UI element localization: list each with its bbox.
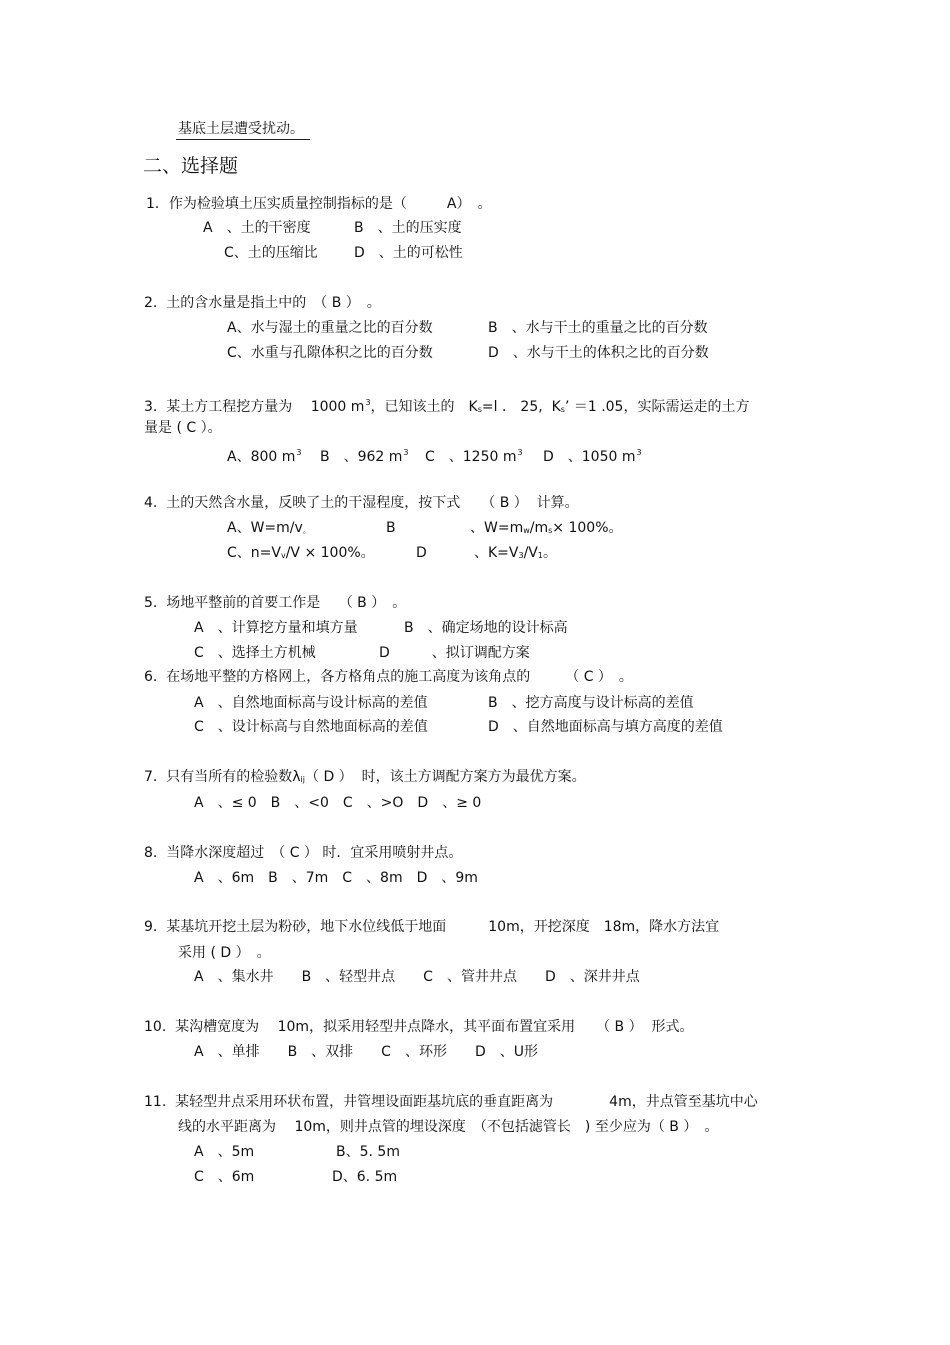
question-7-options: A 、≤ 0 B 、<0 C 、>O D 、≥ 0 xyxy=(194,795,482,811)
question-2-option-b: B 、水与干土的重量之比的百分数 xyxy=(488,320,708,336)
question-11-option-c: C 、6m xyxy=(194,1169,255,1185)
question-3-option-c: C 、1250 $m^3$ xyxy=(425,448,523,465)
question-4-option-d-letter: D xyxy=(416,545,427,561)
question-2-stem: 2. 土的含水量是指土中的 （ B ） 。 xyxy=(144,295,381,311)
question-5-option-c: C 、选择土方机械 xyxy=(194,645,316,661)
question-6-option-a: A 、自然地面标高与设计标高的差值 xyxy=(194,695,428,711)
question-9-stem: 9. 某基坑开挖土层为粉砂，地下水位线低于地面 10m，开挖深度 18m，降水方法宜 xyxy=(144,919,720,935)
question-6-option-d: D 、自然地面标高与填方高度的差值 xyxy=(488,719,723,735)
question-2-option-c: C、水重与孔隙体积之比的百分数 xyxy=(227,345,433,361)
question-11-stem: 11. 某轻型井点采用环状布置，井管埋设面距基坑底的垂直距离为 4m，井点管至基坑中心 xyxy=(144,1094,758,1110)
question-3-stem: 3. 某土方工程挖方量为 1000 $m^3$，已知该土的 $K_s=l$ ． 25, $K_s$’ ＝1 .05，实际需运走的土方 xyxy=(144,398,750,415)
question-4-option-b-letter: B xyxy=(386,520,396,536)
question-3-option-b: B 、962 $m^3$ xyxy=(320,448,409,465)
top-text-underline xyxy=(176,139,310,140)
question-9-options: A 、集水井 B 、轻型井点 C 、管井井点 D 、深井井点 xyxy=(194,969,640,985)
question-1-option-d: D 、土的可松性 xyxy=(354,245,463,261)
question-2-option-a: A、水与湿土的重量之比的百分数 xyxy=(227,320,433,336)
question-5-option-a: A 、计算挖方量和填方量 xyxy=(194,620,358,636)
question-7-stem: 7. 只有当所有的检验数$\lambda_{ij}$（ D ） 时，该土方调配方案方为最优方案。 xyxy=(144,769,586,785)
question-9-stem-line2: 采用 ( D ） 。 xyxy=(178,945,271,961)
question-10-stem: 10. 某沟槽宽度为 10m，拟采用轻型井点降水，其平面布置宜采用 （ B ） 形式。 xyxy=(144,1019,694,1035)
question-6-option-b: B 、挖方高度与设计标高的差值 xyxy=(488,695,694,711)
question-8-options: A 、6m B 、7m C 、8m D 、9m xyxy=(194,870,478,886)
question-6-option-c: C 、设计标高与自然地面标高的差值 xyxy=(194,719,428,735)
section-title: 二、选择题 xyxy=(143,155,239,177)
question-1-option-a: A 、土的干密度 xyxy=(203,220,311,236)
question-11-option-b: B、5. 5m xyxy=(336,1144,400,1160)
question-3-stem-line2: 量是 ( C ）。 xyxy=(144,420,222,436)
question-4-option-a: A、$W=m/v_。$ xyxy=(227,520,311,536)
question-2-option-d: D 、水与干土的体积之比的百分数 xyxy=(488,345,709,361)
question-10-options: A 、单排 B 、双排 C 、环形 D 、U形 xyxy=(194,1044,538,1060)
question-4-stem: 4. 土的天然含水量，反映了土的干湿程度，按下式 （ B ） 计算。 xyxy=(144,495,579,511)
question-4-option-c: C、$n=V_v/V \times 100\%$。 xyxy=(227,545,375,561)
question-11-stem-line2: 线的水平距离为 10m，则井点管的埋设深度 （不包括滤管长 ) 至少应为（ B ） 。 xyxy=(178,1119,719,1135)
top-text: 基底土层遭受扰动。 xyxy=(178,121,304,137)
question-4-option-d: 、$K=V_3/V_1$。 xyxy=(474,545,557,561)
question-8-stem: 8. 当降水深度超过 （ C ） 时．宜采用喷射井点。 xyxy=(144,845,463,861)
question-1-option-b: B 、土的压实度 xyxy=(354,220,462,236)
question-5-option-b: B 、确定场地的设计标高 xyxy=(404,620,568,636)
question-3-option-a: A、800 $m^3$ xyxy=(227,448,302,465)
question-11-option-d: D、6. 5m xyxy=(332,1169,398,1185)
question-5-option-d: D 、拟订调配方案 xyxy=(379,645,530,661)
question-5-stem: 5. 场地平整前的首要工作是 （ B ） 。 xyxy=(144,595,407,611)
question-11-option-a: A 、5m xyxy=(194,1144,255,1160)
question-4-option-b: 、$W=m_w/m_s\times 100\%$。 xyxy=(470,520,623,536)
question-1-stem: 1．作为检验填土压实质量控制指标的是（ A） 。 xyxy=(146,196,492,212)
question-3-option-d: D 、1050 $m^3$ xyxy=(543,448,642,465)
question-1-option-c: C、土的压缩比 xyxy=(224,245,318,261)
question-6-stem: 6. 在场地平整的方格网上，各方格角点的施工高度为该角点的 （ C ） 。 xyxy=(144,669,633,685)
